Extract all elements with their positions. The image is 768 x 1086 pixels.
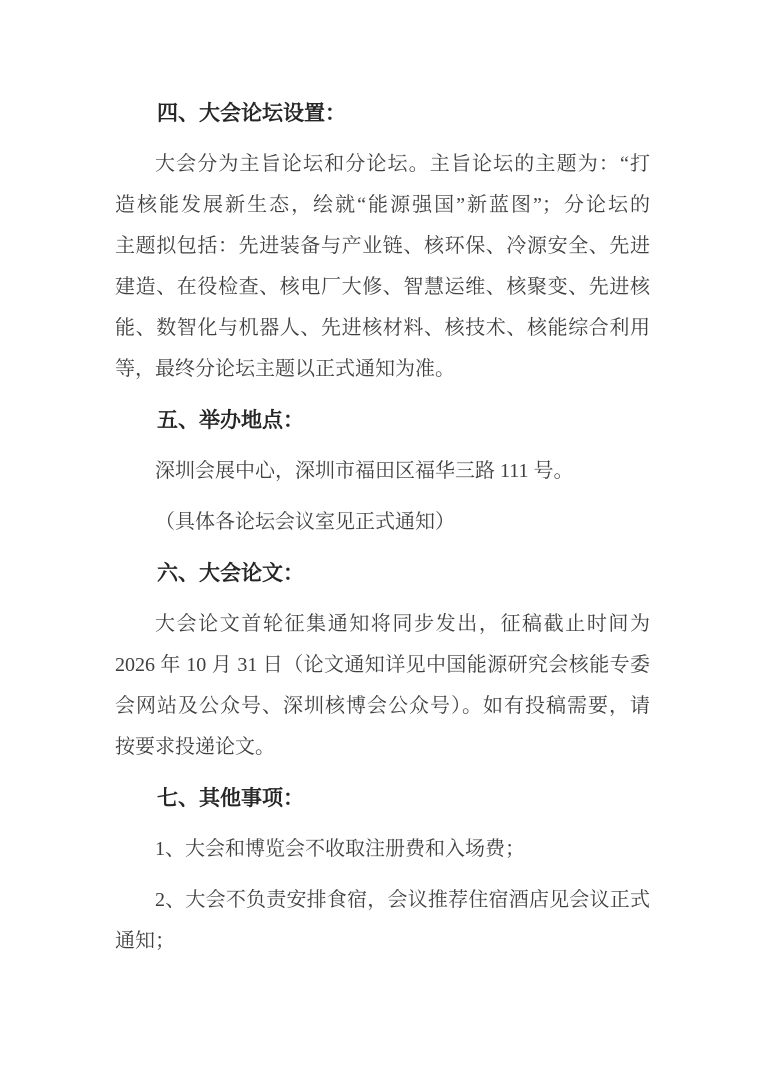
text-line: 造核能发展新生态，绘就“能源强国”新蓝图”；分论坛的 [115,194,650,216]
paragraph-papers-description [115,604,650,768]
text-line: 主题拟包括：先进装备与产业链、核环保、冷源安全、先进 [115,235,650,257]
paragraph-venue-address [115,451,650,492]
text-line: 通知； [115,930,175,952]
text-line: 大会分为主旨论坛和分论坛。主旨论坛的主题为：“打 [155,153,650,175]
section-heading-forum-setup: 四、大会论坛设置： [157,101,346,125]
paragraph-other-item-2 [115,880,650,962]
text-line: 能、数智化与机器人、先进核材料、核技术、核能综合利用 [115,317,650,339]
text-line: 等，最终分论坛主题以正式通知为准。 [115,358,455,380]
section-heading-venue: 五、举办地点： [157,408,304,432]
section-heading-other-matters: 七、其他事项： [157,786,304,810]
text-line: 2、大会不负责安排食宿，会议推荐住宿酒店见会议正式 [155,889,650,911]
text-line: 1、大会和博览会不收取注册费和入场费； [155,838,525,860]
text-line: 深圳会展中心，深圳市福田区福华三路 111 号。 [155,460,574,482]
text-line: 2026 年 10 月 31 日（论文通知详见中国能源研究会核能专委 [115,654,650,676]
text-line: 建造、在役检查、核电厂大修、智慧运维、核聚变、先进核 [115,276,650,298]
text-line: 按要求投递论文。 [115,736,275,758]
text-line: （具体各论坛会议室见正式通知） [155,511,455,533]
paragraph-other-item-1 [115,829,650,870]
paragraph-forum-description [115,144,650,390]
section-heading-papers: 六、大会论文： [157,561,304,585]
text-line: 会网站及公众号、深圳核博会公众号）。如有投稿需要，请 [115,695,650,717]
paragraph-venue-note [115,502,650,543]
text-line: 大会论文首轮征集通知将同步发出，征稿截止时间为 [155,613,650,635]
